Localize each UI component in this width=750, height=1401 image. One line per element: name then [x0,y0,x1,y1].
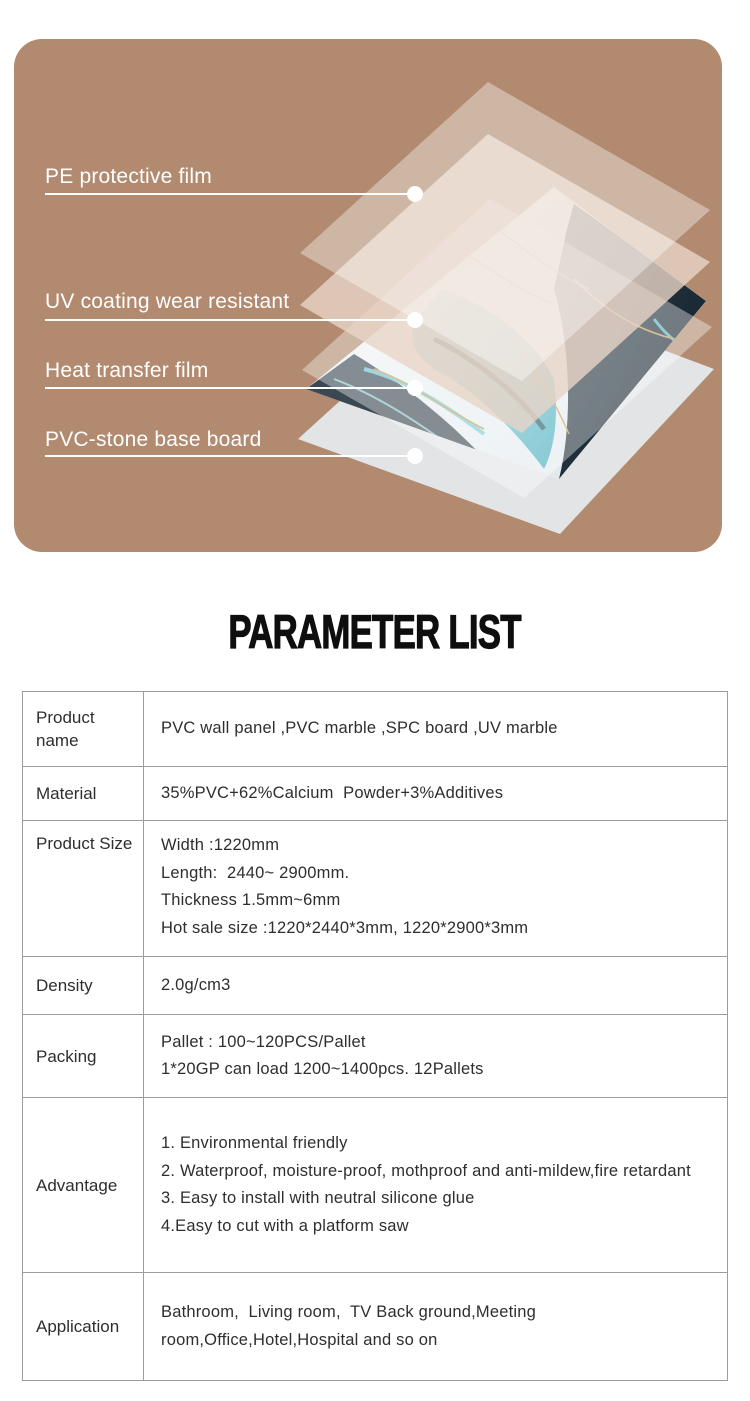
value-line: 3. Easy to install with neutral silicone glue [161,1189,475,1207]
table-row [23,766,727,820]
page-title: PARAMETER LIST [228,605,522,658]
value-line: Thickness 1.5mm~6mm [161,891,341,909]
pointer-dot-icon [407,186,423,202]
row-value [144,1273,727,1380]
pointer-line [45,387,415,389]
pointer-dot-icon [407,448,423,464]
value-line: 1. Environmental friendly [161,1134,348,1152]
row-label: Product Size [23,821,144,956]
value-line: 1*20GP can load 1200~1400pcs. 12Pallets [161,1060,484,1078]
row-label: Packing [23,1015,144,1097]
value-line: 4.Easy to cut with a platform saw [161,1216,409,1235]
pointer-line [45,319,415,321]
pointer-line [45,193,415,195]
row-value [144,692,727,766]
row-label: Advantage [23,1098,144,1272]
pointer-line [45,455,415,457]
table-row [23,1272,727,1380]
row-label: Product name [23,692,144,766]
value-line: Pallet : 100~120PCS/Pallet [161,1032,366,1051]
row-label: Density [23,957,144,1014]
value-line: 2.0g/cm3 [161,975,231,994]
value-line: Length: 2440~ 2900mm. [161,863,350,882]
row-value [144,767,727,820]
value-line: room,Office,Hotel,Hospital and so on [161,1330,438,1349]
banner-layer-label: UV coating wear resistant [45,290,290,313]
row-value [144,1015,727,1097]
pointer-dot-icon [407,312,423,328]
section-title-wrap [0,604,750,659]
value-line: 2. Waterproof, moisture-proof, mothproof and anti-mildew,fire retardant [161,1161,691,1180]
row-value [144,821,727,956]
table-row [23,1014,727,1097]
value-line: Width :1220mm [161,836,280,854]
table-row [23,820,727,956]
row-value [144,1098,727,1272]
parameter-table [22,691,728,1381]
table-row [23,1097,727,1272]
pointer-dot-icon [407,380,423,396]
row-label: Material [23,767,144,820]
row-label: Application [23,1273,144,1380]
table-row [23,692,727,766]
banner-layer-label: Heat transfer film [45,359,209,382]
product-structure-banner [14,39,722,552]
banner-layer-label: PVC-stone base board [45,428,262,451]
value-line: Bathroom, Living room, TV Back ground,Meeting [161,1303,537,1321]
value-line: 35%PVC+62%Calcium Powder+3%Additives [161,783,504,802]
value-line: Hot sale size :1220*2440*3mm, 1220*2900*3mm [161,918,529,937]
banner-layer-label: PE protective film [45,165,212,188]
table-row [23,956,727,1014]
row-value [144,957,727,1014]
value-line: PVC wall panel ,PVC marble ,SPC board ,UV marble [161,719,558,738]
